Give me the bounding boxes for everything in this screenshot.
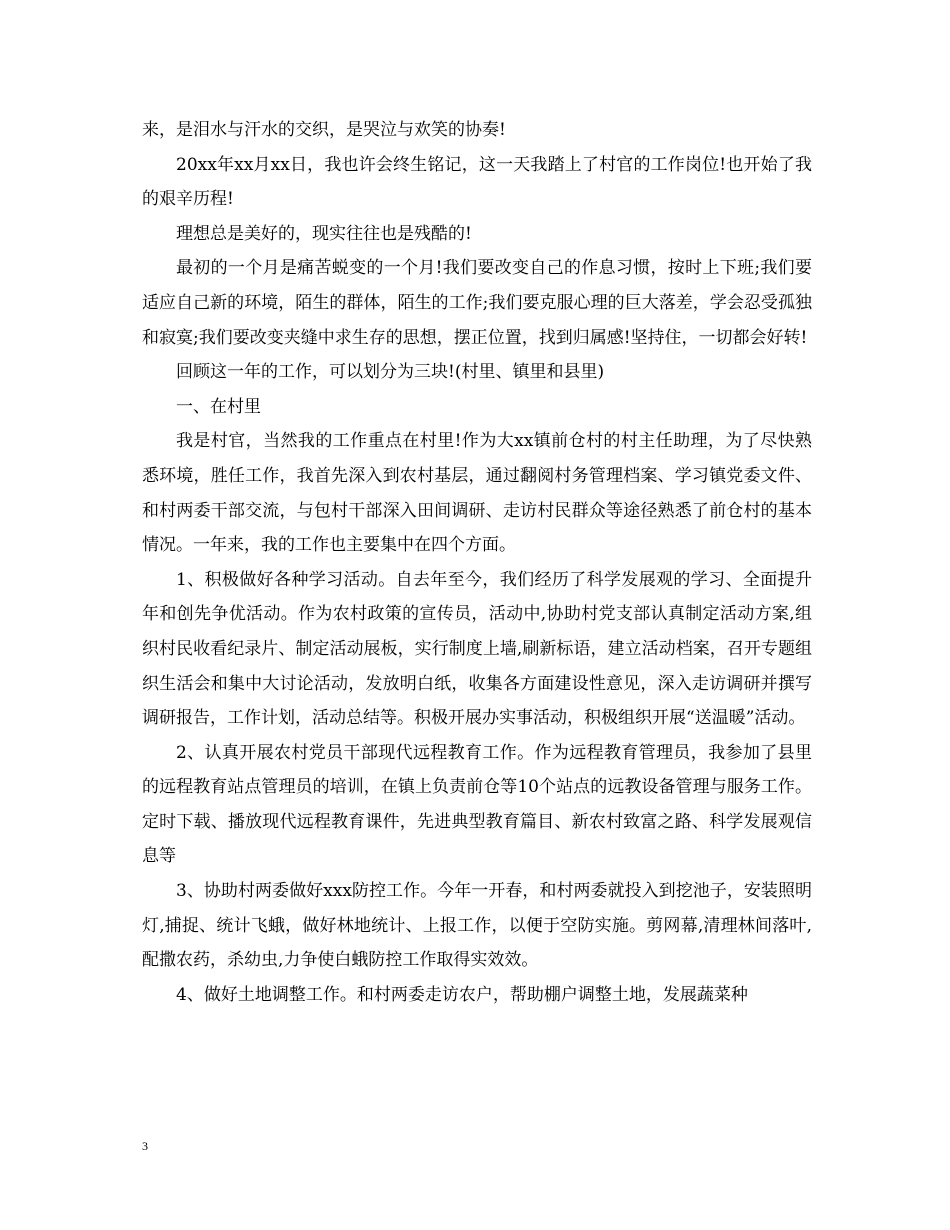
document-body bbox=[142, 113, 812, 1012]
paragraph-review: 回顾这一年的工作，可以划分为三块!(村里、镇里和县里) bbox=[176, 362, 605, 383]
list-item-remote-education: 2、认真开展农村党员干部现代远程教育工作。作为远程教育管理员，我参加了县里的远程教育站点管理员的培训，在镇上负责前仓等10个站点的远教设备管理与服务工作。定时下载、播放现代远程教育课件，先进典型教育篇目、新农村致富之路、科学发展观信息等 bbox=[142, 742, 812, 867]
list-item-pest-control: 3、协助村两委做好xxx防控工作。今年一开春，和村两委就投入到挖池子，安装照明灯,捕捉、统计飞蛾，做好林地统计、上报工作，以便于空防实施。剪网幕,清理林间落叶,配撒农药，杀幼虫,力争使白蛾防控工作取得实效效。 bbox=[142, 881, 812, 971]
paragraph-date: 20xx年xx月xx日，我也许会终生铭记，这一天我踏上了村官的工作岗位!也开始了我的艰辛历程! bbox=[142, 154, 812, 210]
paragraph-ideal: 理想总是美好的，现实往往也是残酷的! bbox=[176, 223, 472, 244]
list-item-land-adjustment: 4、做好土地调整工作。和村两委走访农户，帮助棚户调整土地，发展蔬菜种 bbox=[176, 984, 748, 1005]
paragraph-village-intro: 我是村官，当然我的工作重点在村里!作为大xx镇前仓村的村主任助理，为了尽快熟悉环境，胜任工作，我首先深入到农村基层，通过翻阅村务管理档案、学习镇党委文件、和村两委干部交流，与包村干部深入田间调研、走访村民群众等途径熟悉了前仓村的基本情况。一年来，我的工作也主要集中在四个方面。 bbox=[142, 431, 812, 556]
page-number: 3 bbox=[142, 1139, 148, 1153]
paragraph-first-month: 最初的一个月是痛苦蜕变的一个月!我们要改变自己的作息习惯，按时上下班;我们要适应自己新的环境，陌生的群体，陌生的工作;我们要克服心理的巨大落差，学会忍受孤独和寂寞;我们要改变夹缝中求生存的思想，摆正位置，找到归属感!坚持住，一切都会好转! bbox=[142, 258, 812, 348]
section-heading-village: 一、在村里 bbox=[176, 396, 261, 417]
paragraph-continuation: 来，是泪水与汗水的交织，是哭泣与欢笑的协奏! bbox=[142, 120, 506, 140]
list-item-study-activities: 1、积极做好各种学习活动。自去年至今，我们经历了科学发展观的学习、全面提升年和创先争优活动。作为农村政策的宣传员，活动中,协助村党支部认真制定活动方案,组织村民收看纪录片、制定活动展板，实行制度上墙,刷新标语，建立活动档案，召开专题组织生活会和集中大讨论活动，发放明白纸，收集各方面建设性意见，深入走访调研并撰写调研报告，工作计划，活动总结等。积极开展办实事活动，积极组织开展“送温暖”活动。 bbox=[142, 569, 812, 729]
